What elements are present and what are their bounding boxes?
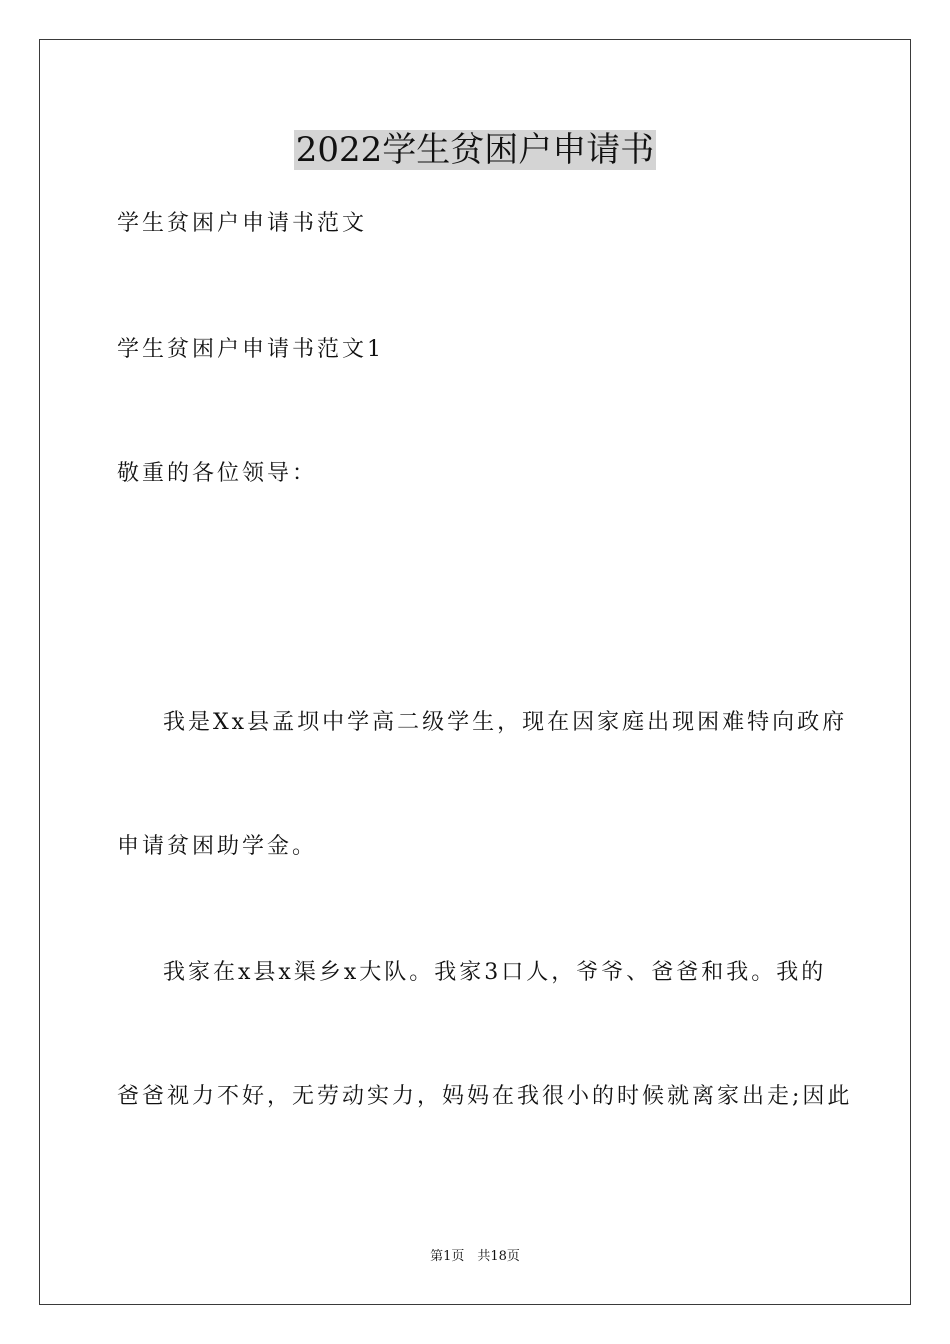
body-paragraph-2-line-2: 爸爸视力不好，无劳动实力，妈妈在我很小的时候就离家出走;因此 (117, 1084, 853, 1109)
salutation-line: 敬重的各位领导： (117, 461, 318, 486)
page-number-footer: 第1页 共18页 (430, 1249, 520, 1264)
body-paragraph-2-line-1: 我家在x县x渠乡x大队。我家3口人，爷爷、爸爸和我。我的 (163, 960, 827, 985)
subtitle-line: 学生贫困户申请书范文 (117, 211, 368, 236)
document-title-text: 2022学生贫困户申请书 (295, 130, 655, 170)
sample-heading: 学生贫困户申请书范文1 (117, 337, 384, 362)
body-paragraph-1-line-2: 申请贫困助学金。 (117, 834, 318, 859)
body-paragraph-1-line-1: 我是Xx县孟坝中学高二级学生，现在因家庭出现困难特向政府 (163, 710, 848, 735)
document-title (0, 128, 950, 172)
